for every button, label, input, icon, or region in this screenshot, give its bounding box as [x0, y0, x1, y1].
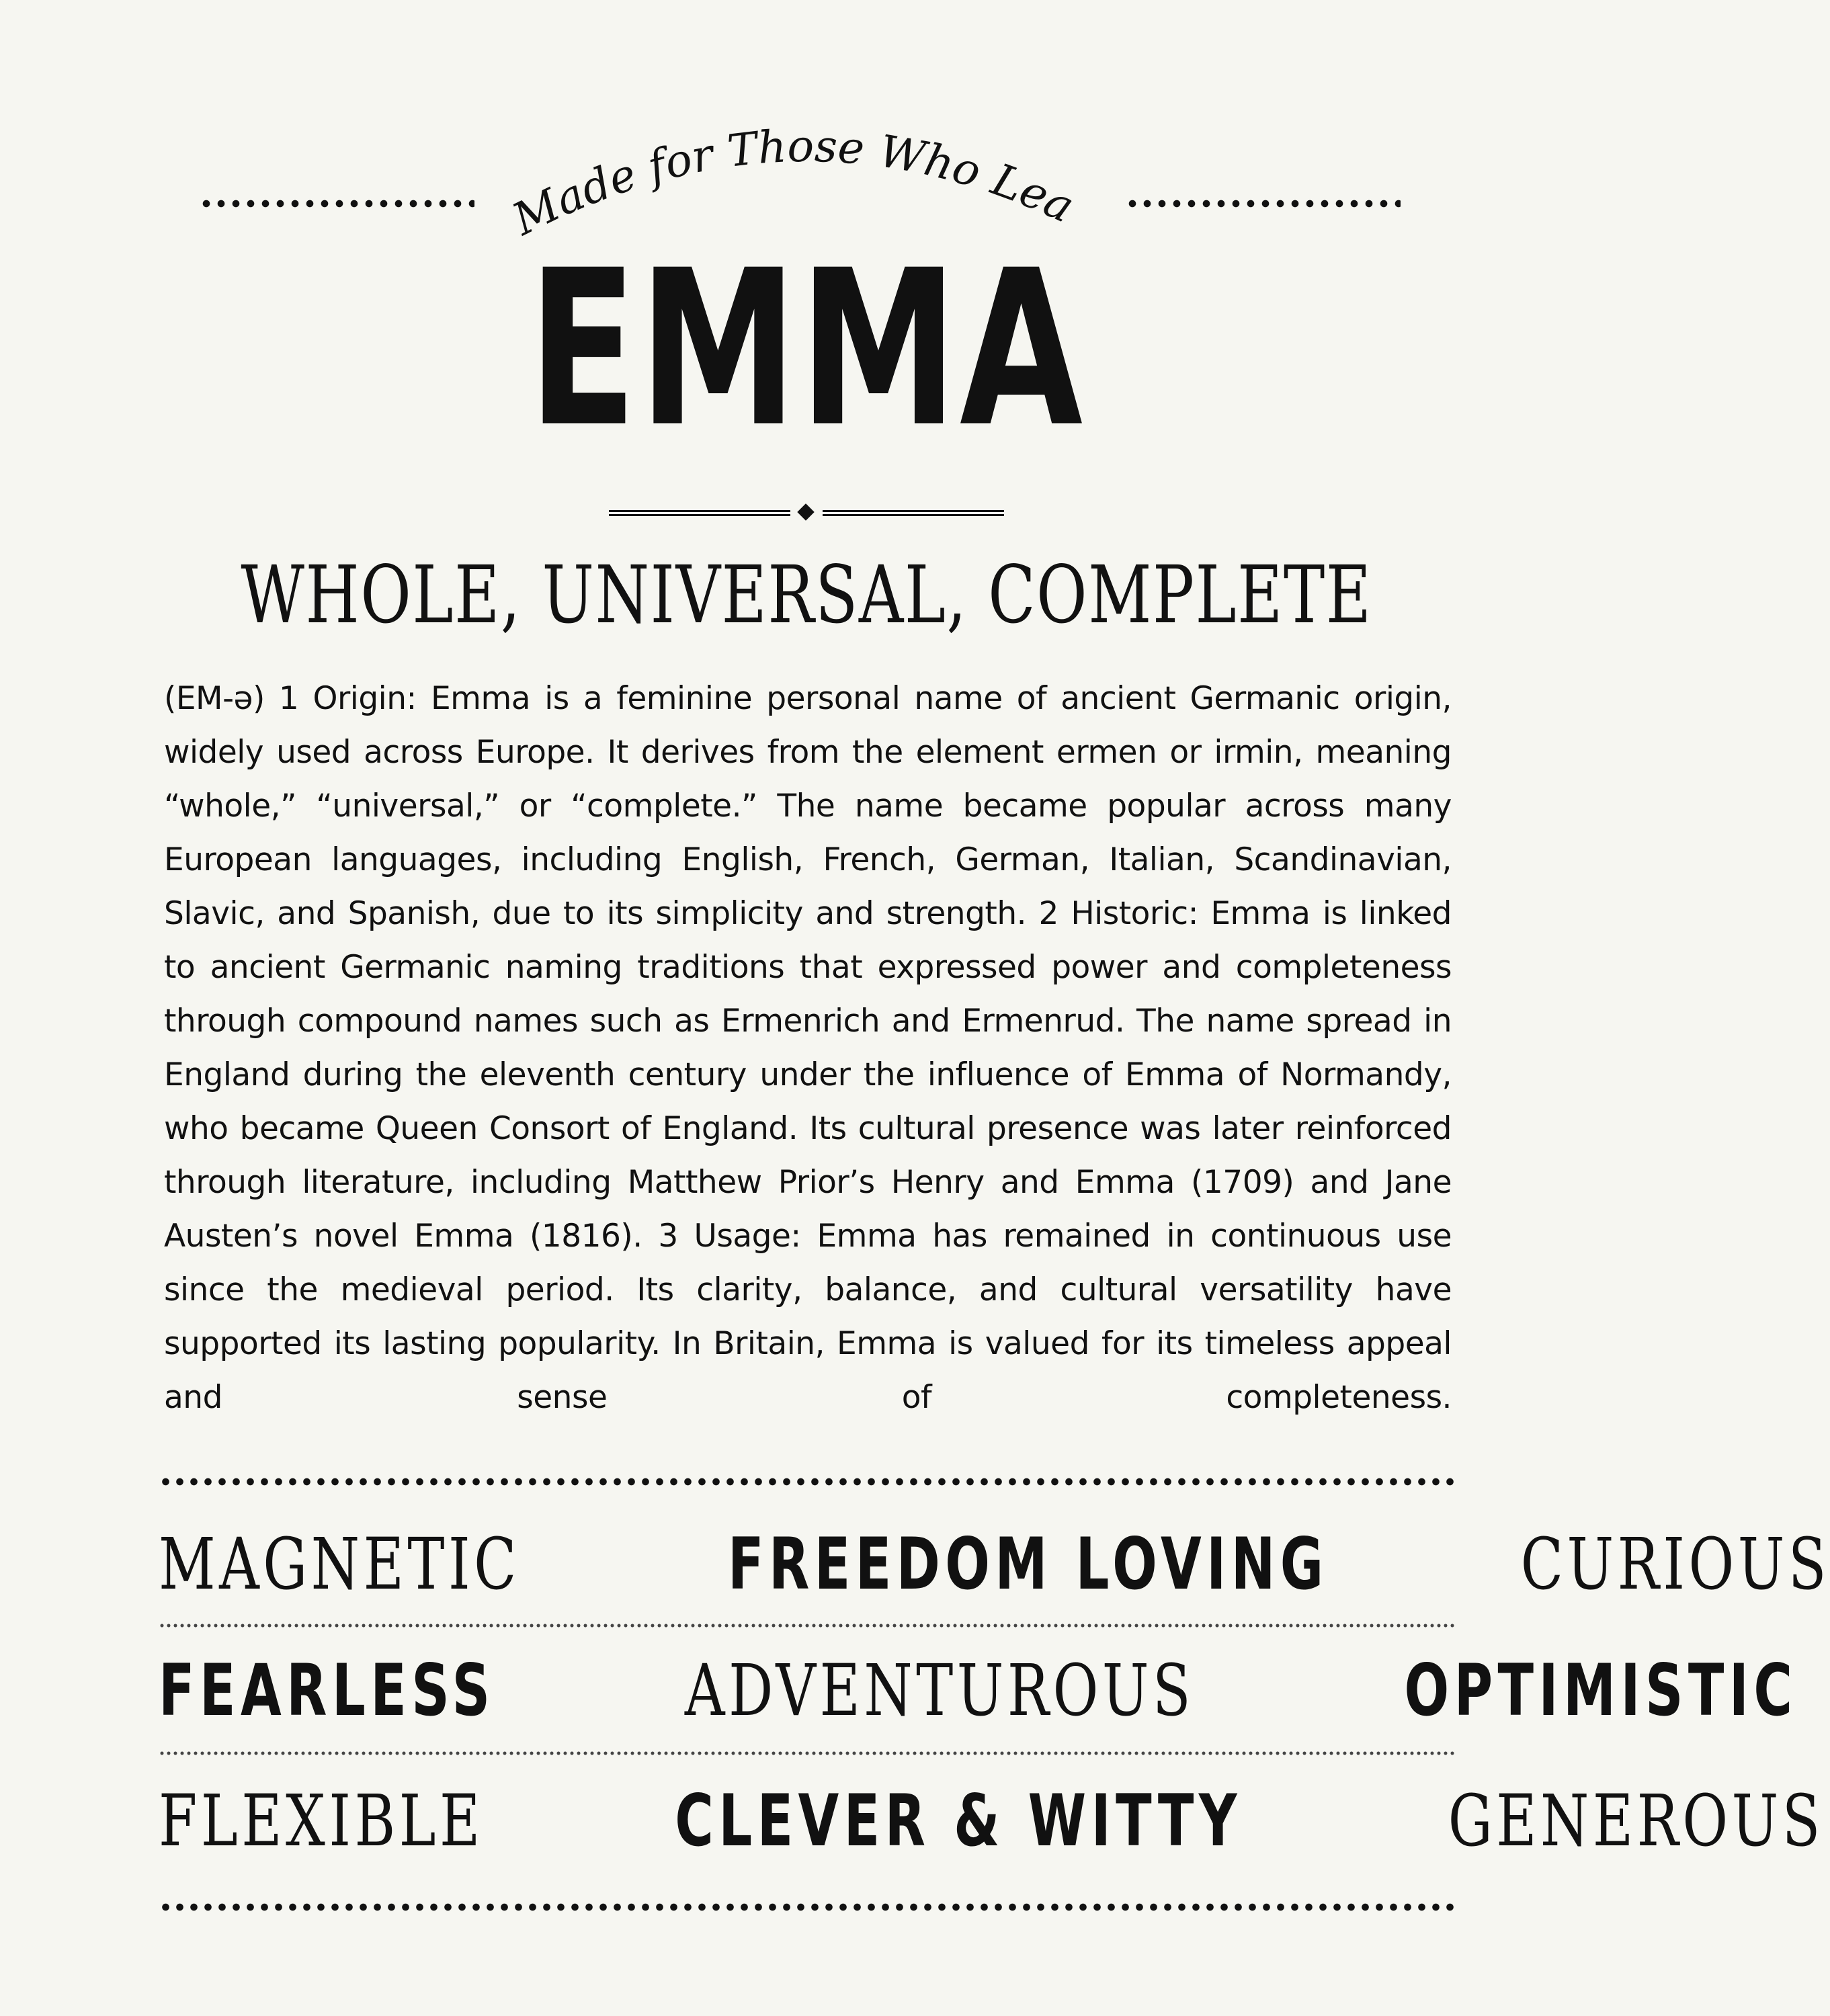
trait-rule-bottom [159, 1902, 1454, 1912]
trait-rule-divider [159, 1751, 1454, 1755]
name-meaning: WHOLE, UNIVERSAL, COMPLETE [241, 548, 1372, 641]
tagline-dots-right [1125, 199, 1401, 208]
trait-word: MAGNETIC [159, 1523, 520, 1605]
trait-word: ADVENTUROUS [685, 1649, 1195, 1732]
ornament-line-left [609, 510, 790, 516]
trait-word: OPTIMISTIC [1404, 1649, 1798, 1732]
ornament-line-right [823, 510, 1004, 516]
trait-word: CLEVER & WITTY [675, 1779, 1243, 1862]
ornament-diamond-icon [797, 503, 814, 520]
tagline-text: Made for Those Who Lead [496, 73, 1082, 246]
trait-word: FREEDOM LOVING [727, 1523, 1329, 1605]
trait-row-3 [159, 1779, 1824, 1862]
tagline [496, 73, 1102, 246]
trait-row-1 [159, 1523, 1830, 1605]
name-description: (EM-ə) 1 Origin: Emma is a feminine personal name of ancient Germanic origin, widely used across Europe. It derives from the element ermen or irmin, meaning “whole,” “universal,” or “complete.” The name became popular across many European languages, including English, French, German, Italian, Scandinavian, Slavic, and Spanish, due to its simplicity and strength. 2 Historic: Emma is linked to ancient Germanic naming traditions that expressed power and completeness through compound names such as Ermenrich and Ermenrud. The name spread in England during the eleventh century under the influence of Emma of Normandy, who became Queen Consort of England. Its cultural presence was later reinforced through literature, including Matthew Prior’s Henry and Emma (1709) and Jane Austen’s novel Emma (1816). 3 Usage: Emma has remained in continuous use since the medieval period. Its clarity, balance, and cultural versatility have supported its lasting popularity. In Britain, Emma is valued for its timeless appeal and sense of completeness. [164, 680, 1452, 1416]
name-title: EMMA [528, 224, 1085, 474]
trait-word: CURIOUS [1520, 1523, 1830, 1605]
tagline-dots-left [199, 199, 474, 208]
trait-rule-divider [159, 1624, 1454, 1628]
trait-rule-top [159, 1477, 1454, 1486]
trait-row-2 [159, 1649, 1798, 1732]
trait-word: GENEROUS [1448, 1779, 1824, 1862]
trait-word: FEARLESS [159, 1649, 495, 1732]
trait-word: FLEXIBLE [159, 1779, 484, 1862]
